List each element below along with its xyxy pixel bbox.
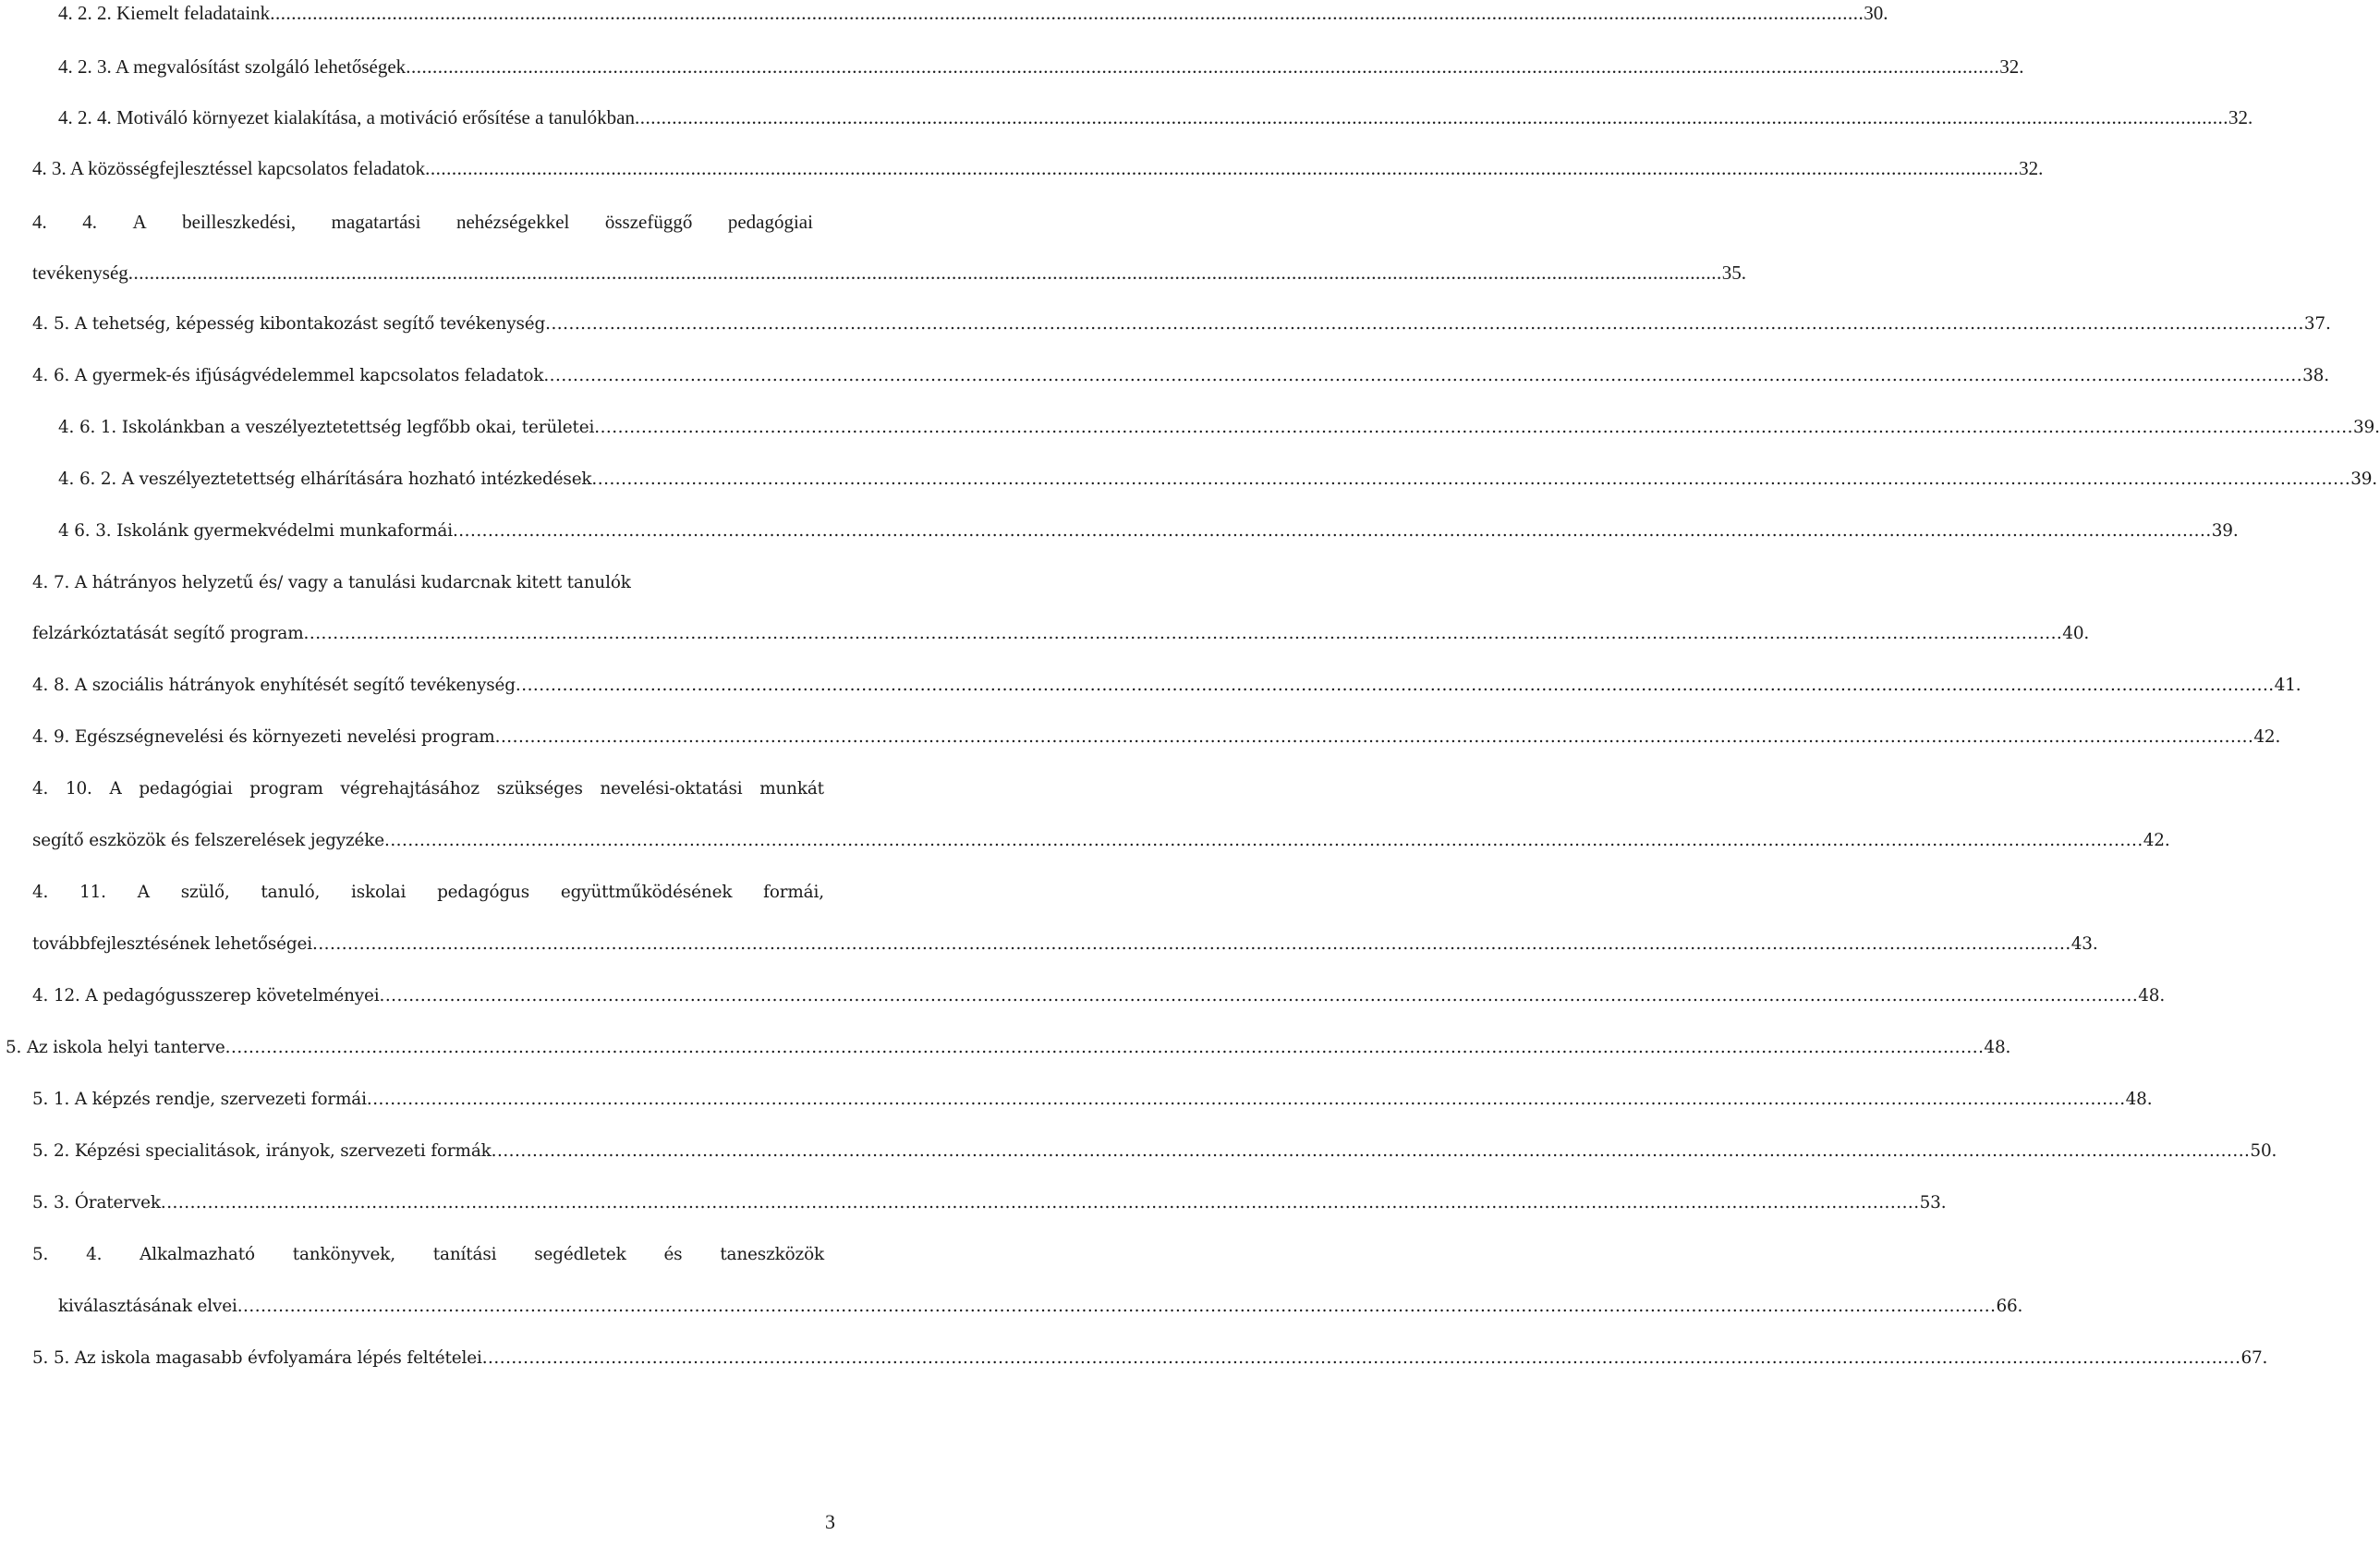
- dot-leader: ............................................................................................................................................................................................................................................................................................................: [406, 55, 2000, 78]
- toc-entry-page: 37.: [2303, 314, 2331, 334]
- toc-entry-title: 4. 3. A közösségfejlesztéssel kapcsolatos feladatok: [32, 157, 426, 179]
- toc-entry-title: 4. 4. A beilleszkedési, magatartási nehézségekkel összefüggő pedagógiai: [32, 211, 813, 233]
- toc-entry-page: 48.: [1984, 1038, 2011, 1057]
- toc-entry-page: 35.: [1721, 262, 1747, 284]
- toc-entry-title: 4. 5. A tehetség, képesség kibontakozást segítő tevékenység: [32, 314, 546, 334]
- toc-entry-title: továbbfejlesztésének lehetőségei: [32, 934, 312, 954]
- toc-entry-page: 32.: [1999, 55, 2024, 78]
- toc-entry-page: 42.: [2143, 831, 2170, 850]
- toc-entry[interactable]: [32, 565, 813, 602]
- toc-entry-page: 39.: [2352, 418, 2380, 437]
- toc-entry-title: 4. 2. 3. A megvalósítást szolgáló lehetőségek: [58, 55, 407, 78]
- toc-entry[interactable]: [32, 306, 2331, 343]
- toc-entry-page: 53.: [1919, 1193, 1947, 1213]
- dot-leader: ............................................................................................................................................................................................................................................................................................................: [270, 2, 1864, 24]
- dot-leader: ............................................................................................................................................................................................................................................................................................................: [160, 1193, 1920, 1213]
- toc-entry[interactable]: [32, 771, 824, 808]
- toc-entry[interactable]: [6, 1030, 2011, 1066]
- toc-entry[interactable]: [32, 203, 813, 240]
- toc-entry-page: 42.: [2253, 727, 2281, 747]
- dot-leader: ............................................................................................................................................................................................................................................................................................................: [481, 1348, 2241, 1368]
- dot-leader: ............................................................................................................................................................................................................................................................................................................: [379, 986, 2139, 1005]
- dot-leader: ............................................................................................................................................................................................................................................................................................................: [591, 469, 2351, 489]
- toc-entry[interactable]: [58, 1288, 2023, 1325]
- toc-entry-title: 4. 8. A szociális hátrányok enyhítését segítő tevékenység: [32, 676, 516, 695]
- dot-leader: ............................................................................................................................................................................................................................................................................................................: [425, 157, 2020, 179]
- dot-leader: ............................................................................................................................................................................................................................................................................................................: [383, 831, 2143, 850]
- toc-entry-title: 5. 3. Óratervek: [32, 1193, 161, 1213]
- toc-entry-page: 50.: [2250, 1141, 2277, 1161]
- toc-entry-title: tevékenység: [32, 262, 128, 284]
- dot-leader: ............................................................................................................................................................................................................................................................................................................: [545, 314, 2304, 334]
- dot-leader: ............................................................................................................................................................................................................................................................................................................: [303, 624, 2063, 643]
- toc-entry-page: 40.: [2062, 624, 2090, 643]
- toc-entry[interactable]: [32, 615, 2090, 652]
- toc-entry[interactable]: [58, 461, 2377, 498]
- toc-entry-page: 38.: [2302, 366, 2329, 385]
- toc-entry[interactable]: [58, 0, 1888, 31]
- toc-entry-title: 4. 2. 2. Kiemelt feladataink: [58, 2, 271, 24]
- toc-entry[interactable]: [32, 1185, 1947, 1222]
- toc-entry[interactable]: [58, 513, 2239, 550]
- dot-leader: ............................................................................................................................................................................................................................................................................................................: [594, 418, 2353, 437]
- dot-leader: ............................................................................................................................................................................................................................................................................................................: [494, 727, 2254, 747]
- toc-entry[interactable]: [32, 150, 2044, 187]
- toc-entry[interactable]: [32, 926, 2098, 963]
- dot-leader: ............................................................................................................................................................................................................................................................................................................: [543, 366, 2303, 385]
- toc-entry-page: 41.: [2274, 676, 2301, 695]
- toc-entry-page: 48.: [2125, 1090, 2153, 1109]
- toc-entry[interactable]: [32, 1081, 2153, 1118]
- toc-entry-page: 39.: [2350, 469, 2377, 489]
- toc-entry-title: 4. 2. 4. Motiváló környezet kialakítása, a motiváció erősítése a tanulókban: [58, 106, 635, 128]
- toc-entry-title: 4. 10. A pedagógiai program végrehajtásához szükséges nevelési-oktatási munkát: [32, 779, 824, 798]
- toc-entry-title: 4. 6. 2. A veszélyeztetettség elhárítására hozható intézkedések: [58, 469, 592, 489]
- toc-entry-page: 39.: [2211, 521, 2239, 541]
- toc-entry[interactable]: [58, 99, 2253, 136]
- toc-entry-title: 4. 6. 1. Iskolánkban a veszélyeztetettség legfőbb okai, területei: [58, 418, 595, 437]
- toc-entry-title: 5. 4. Alkalmazható tankönyvek, tanítási segédletek és taneszközök: [32, 1245, 824, 1264]
- toc-entry[interactable]: [58, 409, 2380, 446]
- toc-entry-title: kiválasztásának elvei: [58, 1297, 237, 1316]
- toc-entry[interactable]: [32, 1340, 2268, 1377]
- dot-leader: ............................................................................................................................................................................................................................................................................................................: [311, 934, 2071, 954]
- toc-entry-title: 4. 11. A szülő, tanuló, iskolai pedagógus együttműködésének formái,: [32, 883, 824, 902]
- toc-entry[interactable]: [32, 978, 2166, 1015]
- toc-entry[interactable]: [58, 48, 2024, 85]
- toc-entry[interactable]: [32, 254, 1747, 291]
- dot-leader: ............................................................................................................................................................................................................................................................................................................: [452, 521, 2212, 541]
- toc-entry-page: 43.: [2070, 934, 2098, 954]
- toc-entry-title: 5. 2. Képzési specialitások, irányok, szervezeti formák: [32, 1141, 492, 1161]
- dot-leader: ............................................................................................................................................................................................................................................................................................................: [366, 1090, 2126, 1109]
- toc-entry-page: 48.: [2138, 986, 2166, 1005]
- dot-leader: ............................................................................................................................................................................................................................................................................................................: [128, 262, 1722, 284]
- toc-entry[interactable]: [32, 667, 2301, 704]
- toc-entry-title: 5. Az iskola helyi tanterve: [6, 1038, 225, 1057]
- dot-leader: ............................................................................................................................................................................................................................................................................................................: [491, 1141, 2251, 1161]
- toc-entry[interactable]: [32, 1237, 824, 1274]
- dot-leader: ............................................................................................................................................................................................................................................................................................................: [225, 1038, 1985, 1057]
- toc-entry-title: 5. 1. A képzés rendje, szervezeti formái: [32, 1090, 367, 1109]
- toc-entry-title: 4. 7. A hátrányos helyzetű és/ vagy a tanulási kudarcnak kitett tanulók: [32, 573, 631, 592]
- toc-entry-title: 4. 6. A gyermek-és ifjúságvédelemmel kapcsolatos feladatok: [32, 366, 544, 385]
- dot-leader: ............................................................................................................................................................................................................................................................................................................: [237, 1297, 1997, 1316]
- toc-entry-title: 5. 5. Az iskola magasabb évfolyamára lépés feltételei: [32, 1348, 482, 1368]
- toc-entry-page: 67.: [2240, 1348, 2268, 1368]
- toc-entry[interactable]: [32, 719, 2281, 756]
- toc-entry-page: 32.: [2019, 157, 2044, 179]
- toc-entry-title: segítő eszközök és felszerelések jegyzéke: [32, 831, 384, 850]
- toc-entry-title: felzárkóztatását segítő program: [32, 624, 304, 643]
- toc-entry-title: 4 6. 3. Iskolánk gyermekvédelmi munkaformái: [58, 521, 453, 541]
- page-number: 3: [825, 1510, 835, 1533]
- toc-entry[interactable]: [32, 874, 824, 911]
- toc-entry-page: 30.: [1864, 2, 1888, 24]
- toc-entry-title: 4. 12. A pedagógusszerep követelményei: [32, 986, 380, 1005]
- dot-leader: ............................................................................................................................................................................................................................................................................................................: [634, 106, 2228, 128]
- toc-entry-page: 66.: [1996, 1297, 2023, 1316]
- toc-entry-title: 4. 9. Egészségnevelési és környezeti nevelési program: [32, 727, 495, 747]
- toc-entry-page: 32.: [2228, 106, 2253, 128]
- toc-entry[interactable]: [32, 358, 2329, 395]
- dot-leader: ............................................................................................................................................................................................................................................................................................................: [515, 676, 2275, 695]
- toc-entry[interactable]: [32, 823, 2170, 859]
- toc-entry[interactable]: [32, 1133, 2277, 1170]
